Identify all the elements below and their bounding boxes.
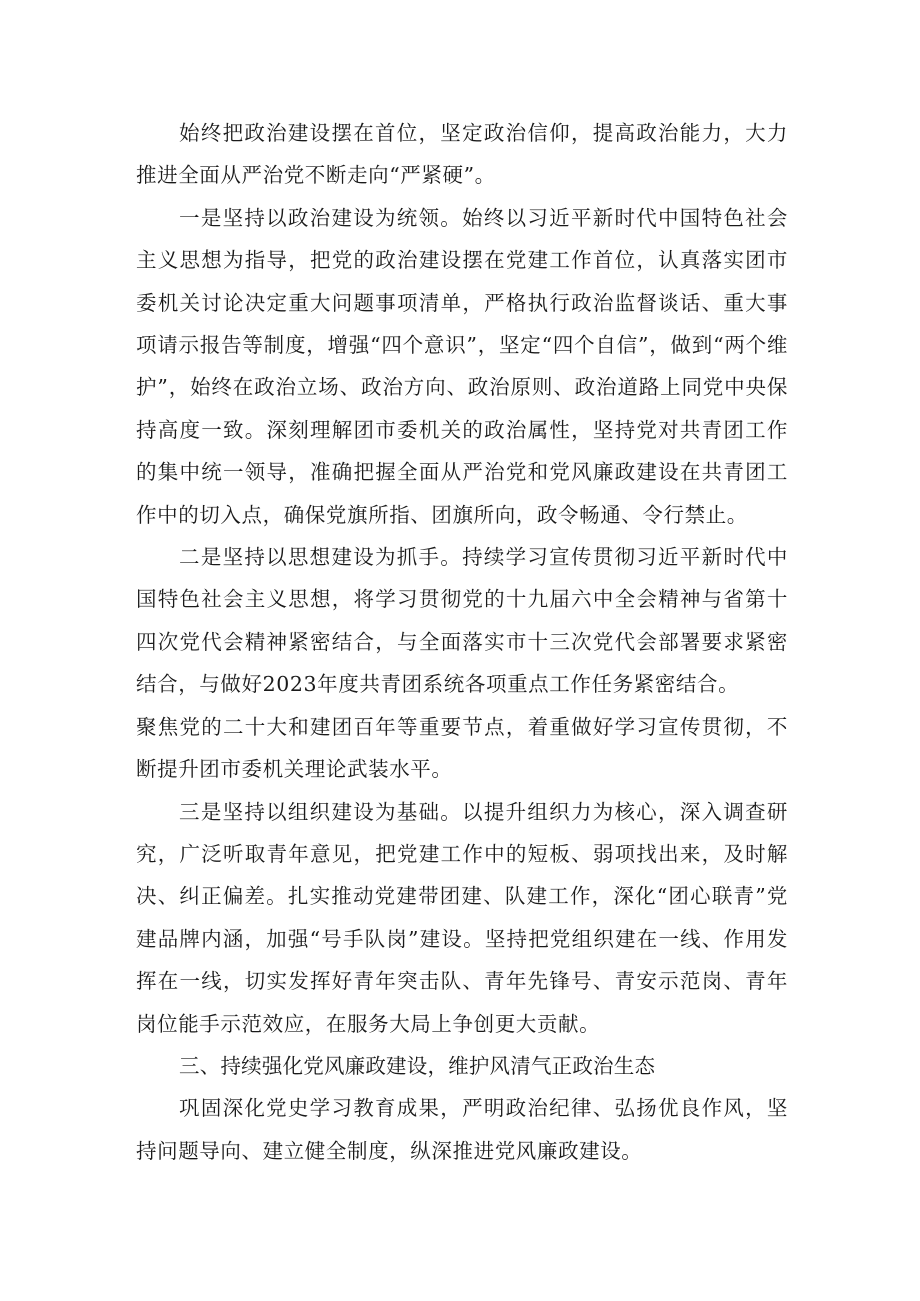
paragraph-theory-arming: 聚焦党的二十大和建团百年等重要节点，着重做好学习宣传贯彻，不断提升团市委机关理论武装水平。 xyxy=(136,714,788,782)
paragraph-political-building: 一是坚持以政治建设为统领。始终以习近平新时代中国特色社会主义思想为指导，把党的政治建设摆在党建工作首位，认真落实团市委机关讨论决定重大问题事项清单，严格执行政治监督谈话、重大事项请示报告等制度，增强“四个意识”，坚定“四个自信”，做到“两个维护”，始终在政治立场、政治方向、政治原则、政治道路上同党中央保持高度一致。深刻理解团市委机关的政治属性，坚持党对共青团工作的集中统一领导，准确把握全面从严治党和党风廉政建设在共青团工作中的切入点，确保党旗所指、团旗所向，政令畅通、令行禁止。 xyxy=(136,205,788,527)
paragraph-organizational-building: 三是坚持以组织建设为基础。以提升组织力为核心，深入调查研究，广泛听取青年意见，把党建工作中的短板、弱项找出来，及时解决、纠正偏差。扎实推动党建带团建、队建工作，深化“团心联青”党建品牌内涵，加强“号手队岗”建设。坚持把党组织建在一线、作用发挥在一线，切实发挥好青年突击队、青年先锋号、青安示范岗、青年岗位能手示范效应，在服务大局上争创更大贡献。 xyxy=(136,799,788,1036)
section-heading: 三、持续强化党风廉政建设，维护风清气正政治生态 xyxy=(179,1053,656,1078)
document-body xyxy=(136,112,788,1172)
paragraph-ideological-building: 二是坚持以思想建设为抓手。持续学习宣传贯彻习近平新时代中国特色社会主义思想，将学习贯彻党的十九届六中全会精神与省第十四次党代会精神紧密结合，与全面落实市十三次党代会部署要求紧密结合，与做好2023年度共青团系统各项重点工作任务紧密结合。 xyxy=(136,545,788,697)
paragraph-clean-governance: 巩固深化党史学习教育成果，严明政治纪律、弘扬优良作风，坚持问题导向、建立健全制度，纵深推进党风廉政建设。 xyxy=(136,1096,788,1163)
paragraph-intro: 始终把政治建设摆在首位，坚定政治信仰，提高政治能力，大力推进全面从严治党不断走向“严紧硬”。 xyxy=(136,121,788,188)
